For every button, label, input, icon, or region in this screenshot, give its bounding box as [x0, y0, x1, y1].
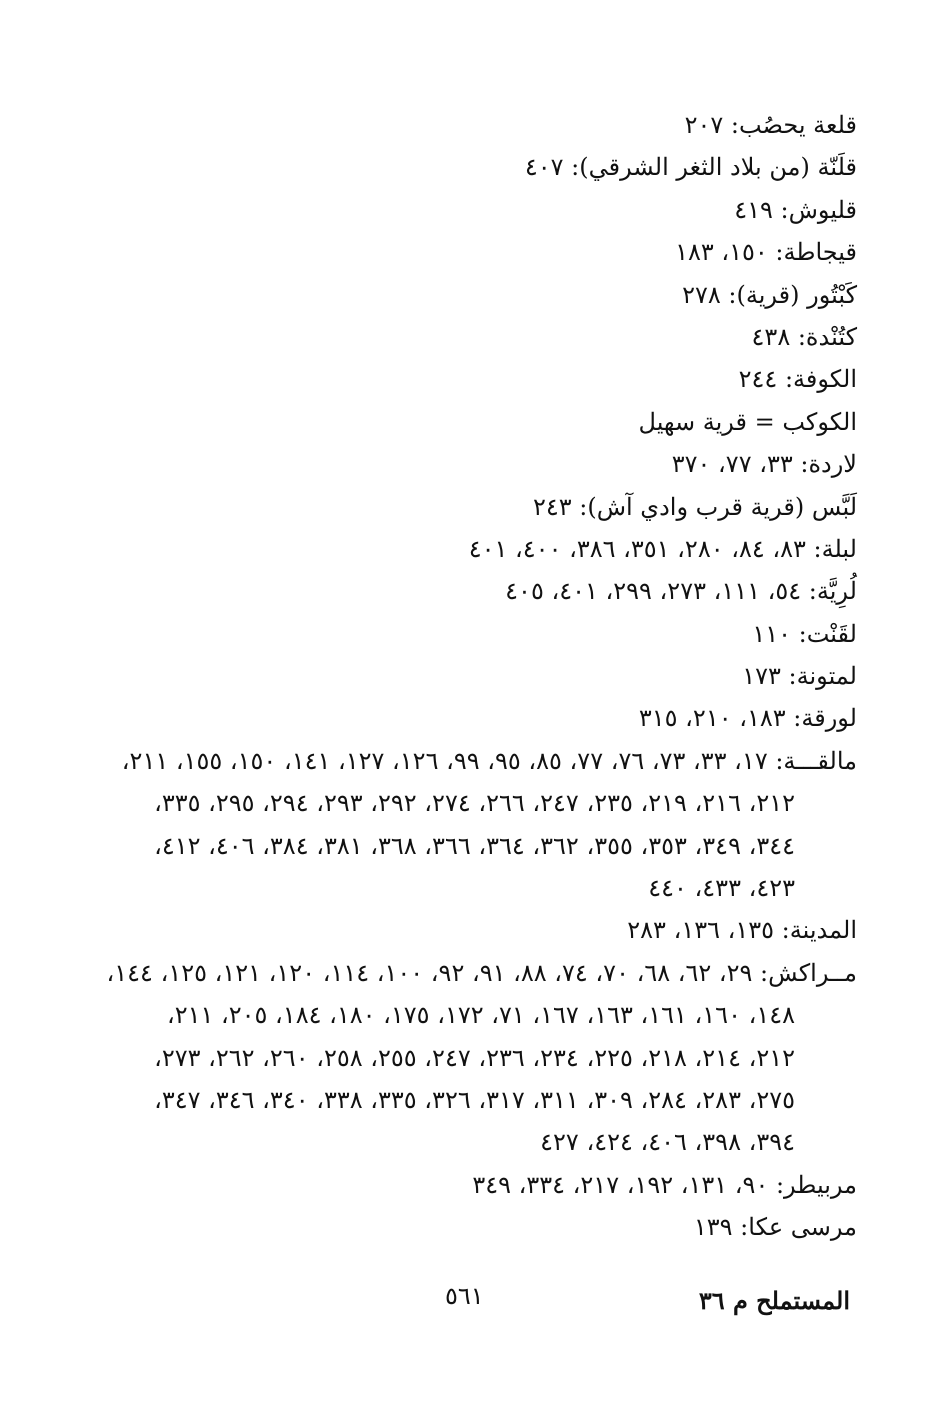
- index-entry: [77, 1206, 857, 1248]
- entry-line: المدينة: ١٣٥، ١٣٦، ٢٨٣: [627, 916, 857, 945]
- entry-line: لُرِيَّة: ٥٤، ١١١، ٢٧٣، ٢٩٩، ٤٠١، ٤٠٥: [505, 577, 857, 606]
- entry-continuation-line: ٢١٢، ٢١٤، ٢١٨، ٢٢٥، ٢٣٤، ٢٣٦، ٢٤٧، ٢٥٥، ٢٥٨، ٢٦٠، ٢٦٢، ٢٧٣،: [154, 1043, 795, 1072]
- index-entry: [77, 655, 857, 697]
- index-entry: [77, 740, 857, 910]
- entry-line: لاردة: ٣٣، ٧٧، ٣٧٠: [671, 450, 857, 479]
- entry-line: قيجاطة: ١٥٠، ١٨٣: [675, 238, 857, 267]
- entry-line: لقَنْت: ١١٠: [752, 619, 857, 648]
- index-entry: [77, 231, 857, 273]
- page-number: ٥٦١: [445, 1282, 484, 1310]
- index-entry: [77, 909, 857, 951]
- index-entry: [77, 952, 857, 1164]
- index-entry: [77, 570, 857, 612]
- entry-line: قلَنّة (من بلاد الثغر الشرقي): ٤٠٧: [524, 153, 857, 182]
- entry-line: كتُنْدة: ٤٣٨: [751, 322, 857, 351]
- entry-line: لمتونة: ١٧٣: [742, 662, 857, 691]
- entry-line: مربيطر: ٩٠، ١٣١، ١٩٢، ٢١٧، ٣٣٤، ٣٤٩: [472, 1170, 857, 1199]
- entry-continuation-line: ٣٩٤، ٣٩٨، ٤٠٦، ٤٢٤، ٤٢٧: [540, 1128, 795, 1157]
- index-list: [77, 104, 857, 1249]
- entry-line: مرسى عكا: ١٣٩: [693, 1213, 857, 1242]
- entry-line: لبلة: ٨٣، ٨٤، ٢٨٠، ٣٥١، ٣٨٦، ٤٠٠، ٤٠١: [468, 534, 857, 563]
- index-entry: [77, 486, 857, 528]
- entry-line: لَبَّس (قرية قرب وادي آش): ٢٤٣: [532, 492, 857, 521]
- entry-line: الكوكب = قرية سهيل: [638, 407, 857, 436]
- entry-line: الكوفة: ٢٤٤: [738, 365, 857, 394]
- entry-line: مــراكش: ٢٩، ٦٢، ٦٨، ٧٠، ٧٤، ٨٨، ٩١، ٩٢، ١٠٠، ١١٤، ١٢٠، ١٢١، ١٢٥، ١٤٤،: [106, 958, 857, 987]
- entry-continuation-line: ٢١٢، ٢١٦، ٢١٩، ٢٣٥، ٢٤٧، ٢٦٦، ٢٧٤، ٢٩٢، ٢٩٣، ٢٩٤، ٢٩٥، ٣٣٥،: [154, 789, 795, 818]
- index-entry: [77, 528, 857, 570]
- index-entry: [77, 146, 857, 188]
- signature-mark: المستملح م ٣٦: [698, 1286, 850, 1315]
- index-entry: [77, 316, 857, 358]
- entry-line: قلعة يحصُب: ٢٠٧: [684, 111, 857, 139]
- entry-line: لورقة: ١٨٣، ٢١٠، ٣١٥: [638, 704, 857, 733]
- index-entry: [77, 443, 857, 485]
- entry-continuation-line: ٤٢٣، ٤٣٣، ٤٤٠: [648, 874, 795, 903]
- index-entry: [77, 697, 857, 739]
- index-entry: [77, 274, 857, 316]
- index-entry: [77, 1164, 857, 1206]
- entry-continuation-line: ٣٤٤، ٣٤٩، ٣٥٣، ٣٥٥، ٣٦٢، ٣٦٤، ٣٦٦، ٣٦٨، ٣٨١، ٣٨٤، ٤٠٦، ٤١٢،: [154, 831, 795, 860]
- entry-line: قليوش: ٤١٩: [734, 195, 857, 224]
- entry-continuation-line: ٢٧٥، ٢٨٣، ٢٨٤، ٣٠٩، ٣١١، ٣١٧، ٣٢٦، ٣٣٥، ٣٣٨، ٣٤٠، ٣٤٦، ٣٤٧،: [154, 1085, 795, 1114]
- index-entry: [77, 613, 857, 655]
- index-entry: [77, 358, 857, 400]
- index-entry: [77, 401, 857, 443]
- page-footer: [0, 1282, 945, 1322]
- index-entry: [77, 104, 857, 146]
- entry-line: مالقـــة: ١٧، ٣٣، ٧٣، ٧٦، ٧٧، ٨٥، ٩٥، ٩٩، ١٢٦، ١٢٧، ١٤١، ١٥٠، ١٥٥، ٢١١،: [121, 746, 857, 775]
- entry-line: كَبْتُور (قرية): ٢٧٨: [682, 280, 857, 309]
- entry-continuation-line: ١٤٨، ١٦٠، ١٦١، ١٦٣، ١٦٧، ٧١، ١٧٢، ١٧٥، ١٨٠، ١٨٤، ٢٠٥، ٢١١،: [166, 1001, 795, 1030]
- index-entry: [77, 189, 857, 231]
